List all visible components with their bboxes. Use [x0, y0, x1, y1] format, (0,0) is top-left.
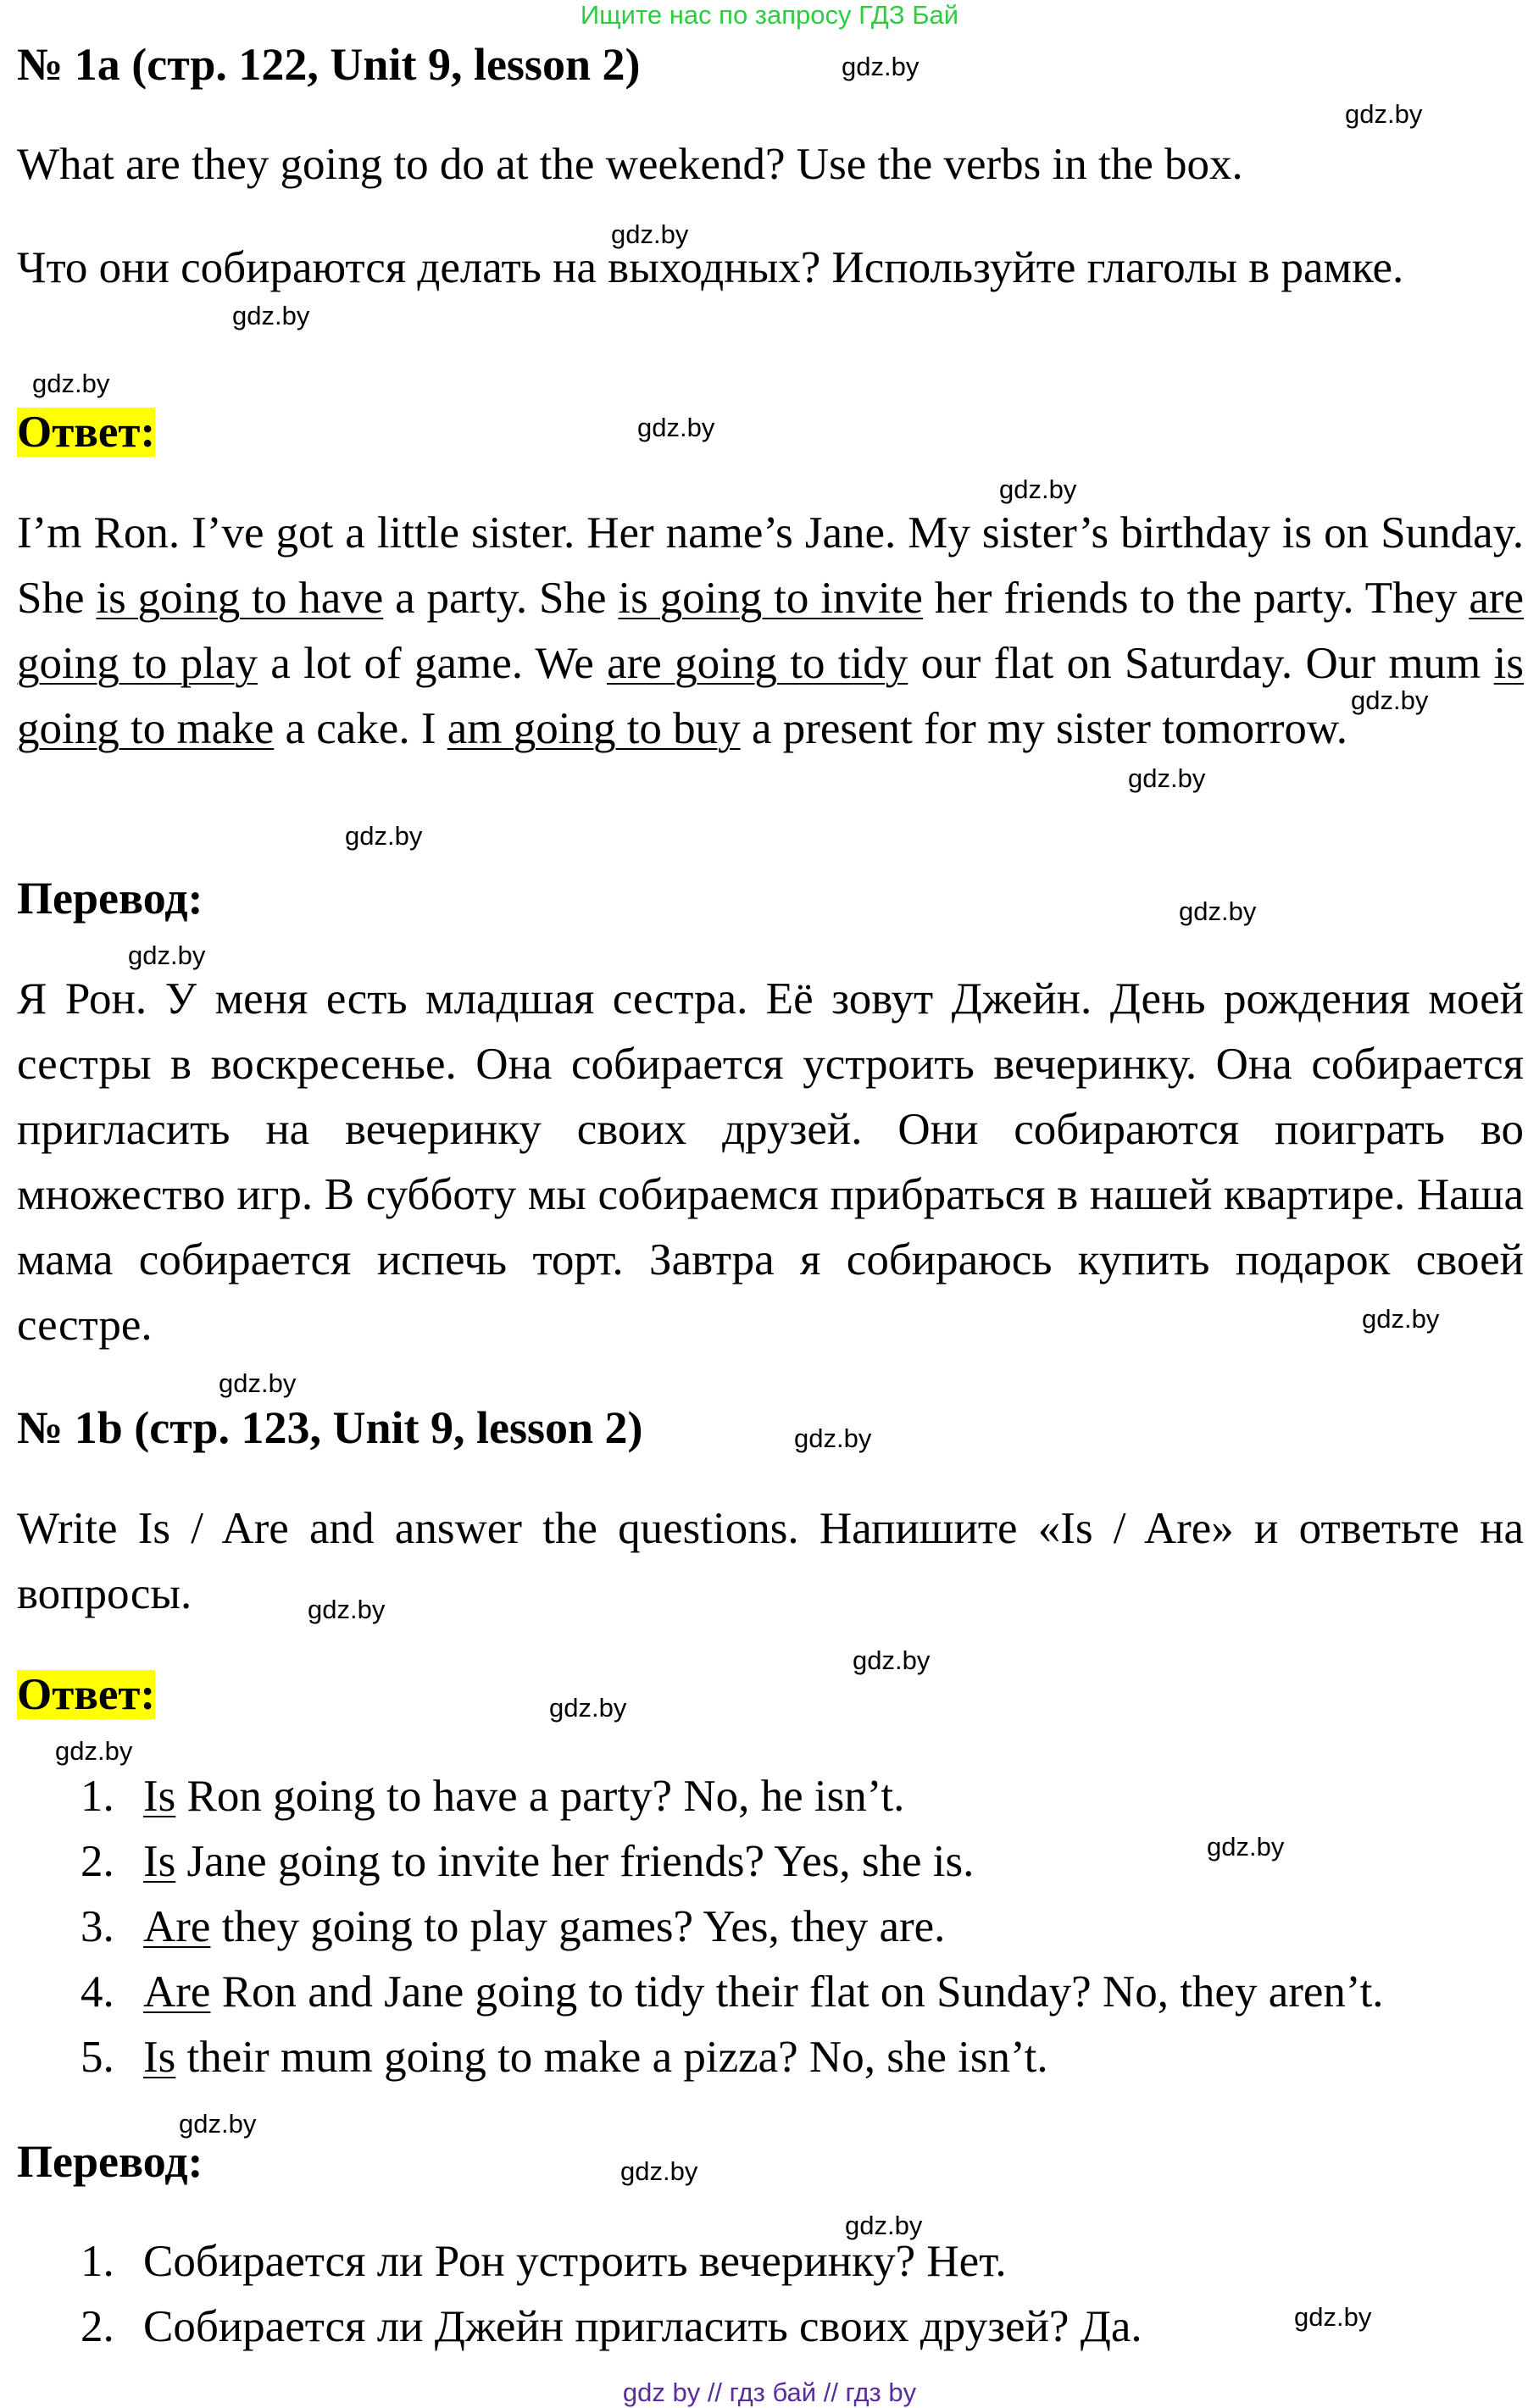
watermark: gdz.by	[1207, 1832, 1285, 1861]
item-text	[143, 1960, 1384, 2025]
watermark: gdz.by	[1294, 2302, 1372, 2332]
answer-text: our flat on Saturday. Our mum	[908, 639, 1494, 688]
answer-text: Jane going to invite her friends? Yes, she is.	[175, 1837, 975, 1886]
watermark: gdz.by	[611, 219, 689, 249]
exercise-1b-heading: № 1b (стр. 123, Unit 9, lesson 2)	[17, 1402, 643, 1453]
answer-text: a cake. I	[274, 704, 447, 753]
answer-text: Ron going to have a party? No, he isn’t.	[175, 1772, 905, 1821]
answer-text: Ron and Jane going to tidy their flat on Sunday? No, they aren’t.	[210, 1967, 1384, 2017]
watermark: gdz.by	[842, 52, 920, 81]
translation-label-1a: Перевод:	[17, 873, 203, 924]
watermark: gdz.by	[1362, 1304, 1440, 1334]
watermark: gdz.by	[55, 1736, 133, 1766]
translation-paragraph-1a: Я Рон. У меня есть младшая сестра. Её зовут Джейн. День рождения моей сестры в воскресенье. Она собирается устроить вечеринку. Она собирается пригласить на вечеринку своих друзей. Они собираются поиграть во множество игр. В субботу мы собираемся прибраться в нашей квартире. Наша мама собирается испечь торт. Завтра я собираюсь купить подарок своей сестре.	[17, 974, 1524, 1350]
item-number: 1.	[81, 2237, 114, 2286]
item-number: 1.	[81, 1772, 114, 1821]
list-item	[17, 2229, 1524, 2294]
watermark: gdz.by	[794, 1423, 872, 1453]
underlined-verb: is going to make	[17, 639, 1524, 753]
underlined-verb: Is	[143, 1837, 176, 1886]
list-item	[17, 2025, 1524, 2090]
answer-text: her friends to the party. They	[922, 574, 1470, 623]
item-text: Собирается ли Рон устроить вечеринку? Нет.	[143, 2237, 1007, 2286]
watermark: gdz.by	[232, 301, 310, 330]
underlined-verb: Are	[143, 1902, 211, 1951]
list-item	[17, 1764, 1524, 1829]
list-item	[17, 1960, 1524, 2025]
watermark: gdz.by	[853, 1645, 931, 1675]
watermark: gdz.by	[219, 1368, 297, 1398]
answer-label: Ответ:	[17, 1670, 156, 1719]
exercise-1a-heading: № 1a (стр. 122, Unit 9, lesson 2)	[17, 39, 641, 90]
watermark: gdz.by	[549, 1693, 627, 1723]
underlined-verb: Is	[143, 1772, 176, 1821]
footer-links: gdz by // гдз бай // гдз by	[622, 2377, 917, 2407]
watermark: gdz.by	[637, 413, 715, 442]
list-item	[17, 1895, 1524, 1960]
item-number: 4.	[81, 1967, 114, 2017]
task-russian: Что они собираются делать на выходных? Используйте глаголы в рамке.	[17, 243, 1404, 292]
item-number: 3.	[81, 1902, 114, 1951]
answer-label-1b	[17, 1662, 1524, 1728]
answer-text: a lot of game. We	[257, 639, 608, 688]
item-number: 2.	[81, 2302, 114, 2351]
answer-paragraph-1a	[17, 501, 1524, 762]
item-text	[143, 1829, 974, 1895]
watermark: gdz.by	[1351, 685, 1429, 715]
watermark: gdz.by	[128, 940, 206, 970]
item-number: 2.	[81, 1837, 114, 1886]
translation-label-1b: Перевод:	[17, 2136, 203, 2187]
watermark: gdz.by	[179, 2109, 257, 2139]
watermark: gdz.by	[32, 369, 110, 398]
underlined-verb: are going to tidy	[607, 639, 908, 688]
watermark: gdz.by	[1345, 99, 1423, 129]
item-text: Собирается ли Джейн пригласить своих друзей? Да.	[143, 2302, 1142, 2351]
watermark: gdz.by	[845, 2211, 923, 2240]
answer-text: their mum going to make a pizza? No, she isn’t.	[175, 2033, 1048, 2082]
answer-text: a present for my sister tomorrow.	[740, 704, 1347, 753]
answer-text: they going to play games? Yes, they are.	[210, 1902, 946, 1951]
watermark: gdz.by	[1179, 896, 1257, 926]
item-text	[143, 1764, 904, 1829]
underlined-verb: is going to invite	[618, 574, 923, 623]
underlined-verb: Are	[143, 1967, 211, 2017]
task-1b: Write Is / Are and answer the questions. Напишите «Is / Are» и ответьте на вопросы.	[17, 1504, 1524, 1618]
answer-list-1b	[17, 1764, 1524, 2090]
watermark: gdz.by	[620, 2156, 698, 2186]
watermark: gdz.by	[308, 1595, 386, 1624]
watermark: gdz.by	[1128, 763, 1206, 793]
task-english: What are they going to do at the weekend? Use the verbs in the box.	[17, 140, 1243, 189]
translation-list-1b	[17, 2229, 1524, 2360]
underlined-verb: is going to have	[96, 574, 384, 623]
item-text	[143, 1895, 945, 1960]
list-item	[17, 1829, 1524, 1895]
underlined-verb: am going to buy	[447, 704, 741, 753]
answer-label: Ответ:	[17, 408, 156, 457]
answer-text: I’m Ron. I’ve got a little sister. Her name’s Jane. My sister’s birthday is on Sunday. She	[17, 508, 1524, 623]
item-text	[143, 2025, 1048, 2090]
search-banner: Ищите нас по запросу ГДЗ Бай	[580, 0, 959, 30]
watermark: gdz.by	[999, 474, 1077, 504]
answer-text: a party. She	[383, 574, 619, 623]
underlined-verb: are going to play	[17, 574, 1525, 688]
underlined-verb: Is	[143, 2033, 176, 2082]
item-number: 5.	[81, 2033, 114, 2082]
watermark: gdz.by	[345, 821, 423, 851]
answer-label-1a	[17, 400, 1524, 465]
